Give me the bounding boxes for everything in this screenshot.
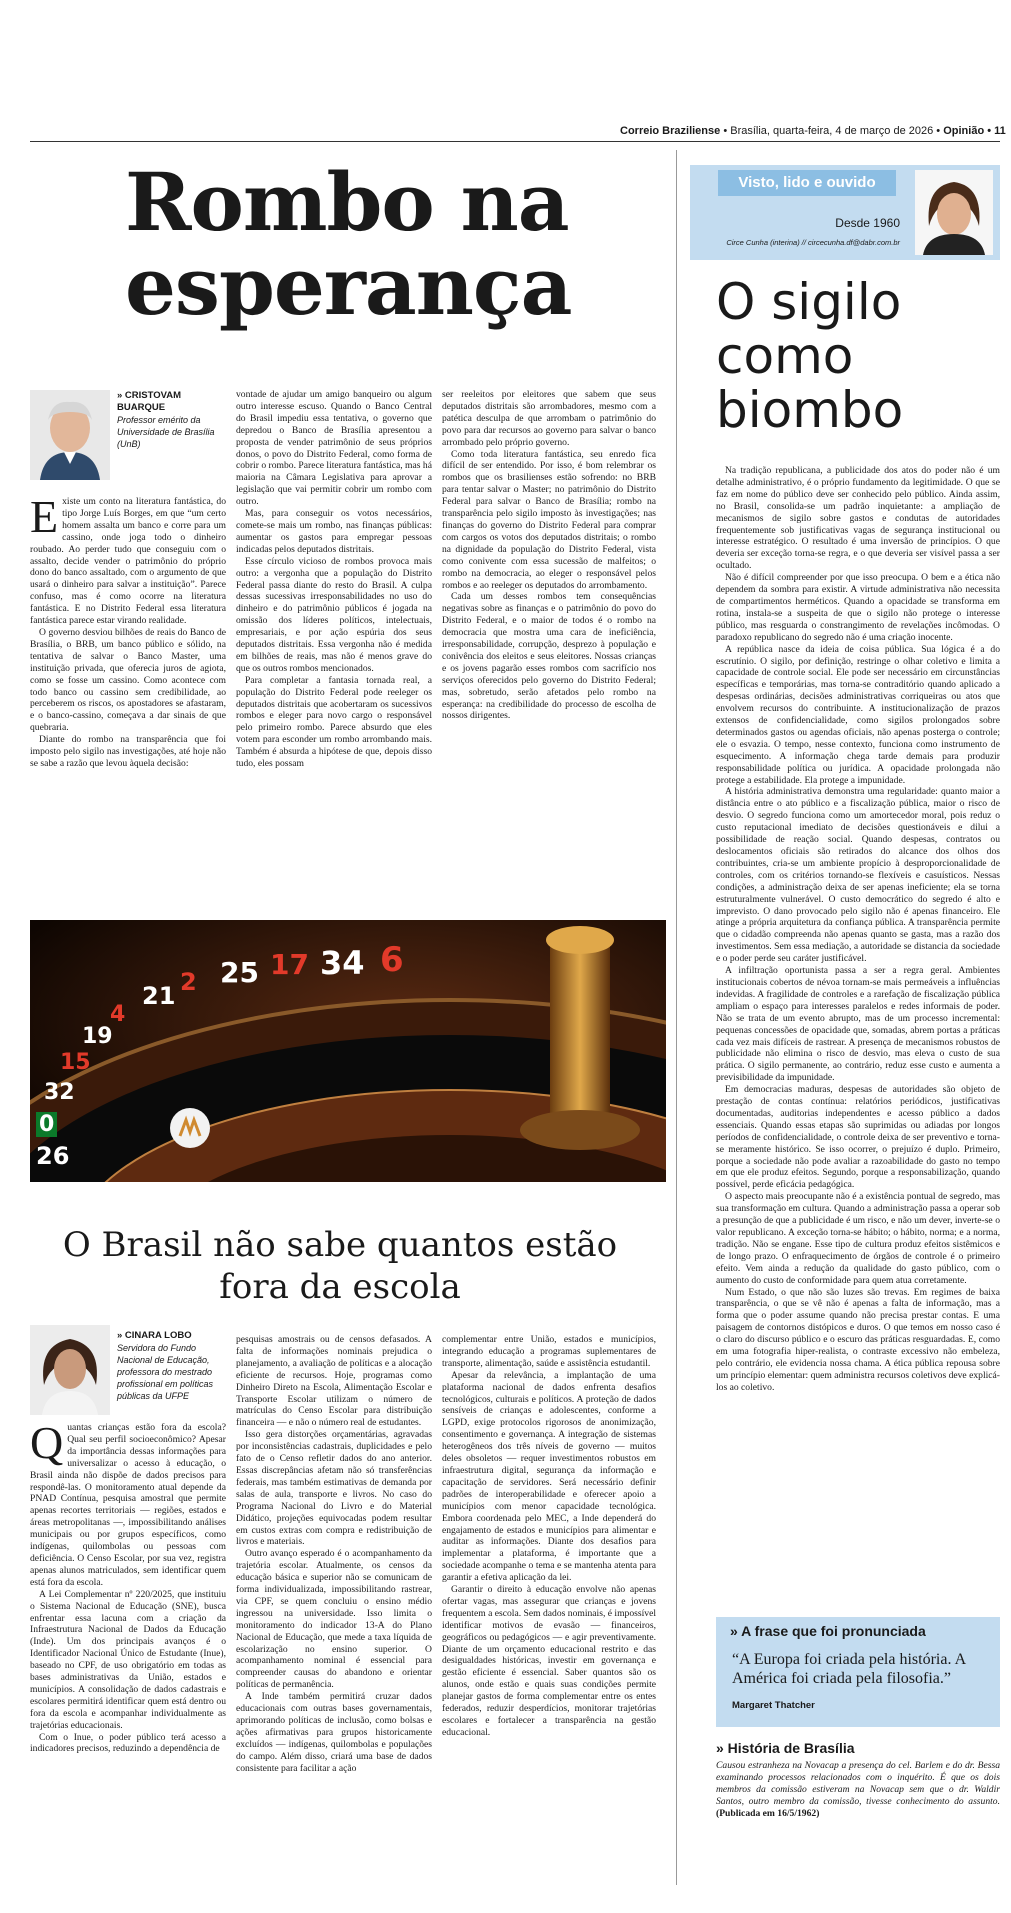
column-title-line1: O sigilo — [716, 273, 902, 331]
article2-paragraph: pesquisas amostrais ou de censos defasados. A falta de informações nominais prejudica o planejamento, a avaliação de políticas e a alocação eficiente de recursos. Hoje, programas como Dinheiro Direto na Escola, Alimentação Escolar e Transporte Escolar utilizam o número de matrículas do Censo Escolar para distribuição financeira — e não o número real de estudantes. — [236, 1334, 432, 1429]
article2-paragraph: A Inde também permitirá cruzar dados educacionais com outras bases governamentais, aprimorando políticas de inclusão, como bolsas e ações afirmativas para grupos historicamente excluídos — indígenas, quilombolas e populações do campo. Além disso, criará uma base de dados consistente para facilitar a ação — [236, 1691, 432, 1774]
page-header — [620, 125, 1006, 137]
roulette-number: 4 — [110, 1002, 126, 1027]
article1-paragraph: Diante do rombo na transparência que foi imposto pelo sigilo nas investigações, até hoje não se sabe a razão que levou àquela decisão: — [30, 734, 226, 769]
column-paragraph: Não é difícil compreender por que isso preocupa. O bem e a ética não dependem da sombra para existir. A virtude administrativa não necessita de compartimentos herméticos. Quando a opacidade se transforma em rotina, instala-se a suspeita de que o sigilo não protege o interesse público, mas resguarda o constrangimento de revelações incômodas. O paradoxo republicano do segredo não é uma criação inocente. — [716, 572, 1000, 643]
article1-paragraph: O governo desviou bilhões de reais do Banco de Brasília, o BRB, um banco público e sólido, na tentativa de salvar o Banco Master, uma instituição privada, que oferecia juros de agiota, como se fosse um cassino. Como acontece com todo banco ou cassino sem credibilidade, ao perceberem os riscos, os apostadores se afastaram, e o banco-cassino, começava a dar sinais de que quebraria. — [30, 626, 226, 734]
author-photo-cinara — [30, 1325, 110, 1415]
column-title — [716, 275, 996, 437]
article2-col1: Quantas crianças estão fora da escola? Qual seu perfil socioeconômico? Apesar da importância dessas informações para universalizar o acesso à educação, o Brasil ainda não dispõe de dados precisos para respondê-las. O monitoramento atual depende da PNAD Contínua, pesquisa amostral que permite apenas recortes territoriais — regiões, estados e áreas metropolitanas —, impossibilitando análises municipais ou por grupos específicos, como indígenas, quilombolas ou pessoas com deficiência. O Censo Escolar, por sua vez, registra apenas alunos matriculados, sem identificar quem está fora da escola. A Lei Complementar nº 220/2025, que instituiu o Sistema Nacional de Educação (SNE), busca enfrentar essa lacuna com a criação da Infraestrutura Nacional de Dados da Educação (Inde). Um dos principais avanços é o Identificador Nacional Único de Estudante (Inue), baseado no CPF, de uso obrigatório em todas as bases administrativas da União, estados e municípios. A consolidação de dados cadastrais e escolares permitirá identificar quem está dentro ou fora da escola e acompanhar individualmente as trajetórias educacionais. Com o Inue, o poder público terá acesso a indicadores precisos, reduzindo a dependência de — [30, 1422, 226, 1755]
roulette-number: 21 — [142, 982, 176, 1010]
columnist-photo — [915, 170, 993, 255]
article2-paragraph: Garantir o direito à educação envolve não apenas ofertar vagas, mas assegurar que crianças e jovens frequentem a escola. Sem dados nominais, é impossível identificar motivos de evasão — financeiros, geográficos ou pedagógicos — e agir preventivamente. Diante de um orçamento educacional restrito e das desigualdades históricas, investir em governança e gestão eficiente é essencial. Saber quantos são os alunos, onde estão e quais suas condições permite planejar gastos de forma complementar entre os entes federados, reduzir desperdícios, monitorar trajetórias escolares e fortalecer a transparência na gestão educacional. — [442, 1584, 656, 1738]
article2-col2 — [236, 1334, 432, 1872]
quote-heading: » A frase que foi pronunciada — [730, 1623, 926, 1639]
roulette-number: 0 — [36, 1112, 57, 1137]
author-portrait-icon — [30, 390, 110, 480]
header-rule — [30, 141, 1000, 142]
article1-paragraph: Para completar a fantasia tornada real, a população do Distrito Federal pode reeleger os deputados distritais que acobertaram os sucessivos rombos e eleger para novo cargo o responsável pelo primeiro rombo. Parece absurdo que eles votem para esconder um rombo arrombando mais. Também é absurda a hipótese de que, depois disso tudo, eles possam — [236, 674, 432, 770]
article1-col2 — [236, 389, 432, 906]
author-portrait-icon — [30, 1325, 110, 1415]
article1-title-line2: esperança — [125, 239, 572, 333]
article1-paragraph: ser reeleitos por eleitores que sabem que seus deputados distritais são arrombadores, mesmo com a patética desculpa de que arrombam o patrimônio do povo para dar recursos ao governo para salvar o banco arrombado pelo próprio governo. — [442, 389, 656, 448]
author-role-1: Professor emérito da Universidade de Brasília (UnB) — [117, 415, 215, 449]
column-paragraph: O aspecto mais preocupante não é a existência pontual de segredo, mas sua transformação em cultura. Quando a administração passa a operar sob a presunção de que a publicidade é um risco, e não um dever, inverte-se o valor republicano. A exceção torna-se hábito; o hábito, norma; e a norma, tradição. Não se engane. Esse tipo de cultura produz efeitos sistêmicos e de longo prazo. O enfraquecimento de órgãos de controle é o primeiro efeito. Vem ainda a redução da qualidade do gasto público, com o aumento do custo de conformidade para quem atua corretamente. — [716, 1191, 1000, 1286]
page-number: • 11 — [987, 125, 1006, 137]
roulette-number: 26 — [36, 1142, 70, 1170]
article2-paragraph: uantas crianças estão fora da escola? Qual seu perfil socioeconômico? Apesar da importância dessas informações para universalizar o acesso à educação, o Brasil ainda não dispõe de dados precisos para respondê-las. O monitoramento atual depende da PNAD Contínua, pesquisa amostral que permite apenas recortes territoriais — regiões, estados e áreas metropolitanas —, impossibilitando análises municipais ou por grupos específicos, como indígenas, quilombolas ou pessoas com deficiência. O Censo Escolar, por sua vez, registra apenas alunos matriculados, sem identificar quem está fora da escola. — [30, 1422, 226, 1588]
column-paragraph: A república nasce da ideia de coisa pública. Sua lógica é a do escrutínio. O sigilo, por definição, restringe o olhar coletivo e limita a capacidade de controle social. Ele pode ser necessário em circunstâncias específicas e temporárias, mas torna-se contraditório quando aplicado a despesas ordinárias, decisões administrativas corriqueiras ou atos que envolvem recursos do contribuinte. A institucionalização de prazos extensos de confidencialidade, como sigilos prolongados sobre determinados gastos ou agendas oficiais, não apenas posterga o controle; ele o esvazia. O tempo, nesse contexto, funciona como instrumento de esquecimento. A informação chega tarde demais para produzir responsabilidade política ou jurídica. A opacidade prolongada não protege a estabilidade. Ela protege a impunidade. — [716, 643, 1000, 786]
column-author: Circe Cunha (interina) // circecunha.df@dabr.com.br — [726, 238, 900, 247]
article1-paragraph: vontade de ajudar um amigo banqueiro ou algum outro interesse escuso. Quando o Banco Central do Brasil impediu essa tentativa, o governo que depredou o Banco de Brasília apresentou a proposta de vender patrimônio de seus próprios donos, o povo do Distrito Federal, como forma de cobrir o rombo. Parece literatura fantástica, mas há maioria na Câmara Legislativa para aprovar a legislação que vai permitir cobrir um rombo com outro. — [236, 389, 432, 508]
column-tag: Visto, lido e ouvido — [718, 170, 896, 196]
dateline: • Brasília, quarta-feira, 4 de março de 2026 • — [723, 125, 941, 137]
article1-paragraph: Esse círculo vicioso de rombos provoca mais outro: a vergonha que a população do Distrito Federal passa diante do resto do Brasil. A culpa dessas sucessivas irresponsabilidades no uso do dinheiro e do patrimônio públicos é jogada na omissão dos líderes políticos, intelectuais, empresariais, e por ação espúria dos seus deputados distritais. Essa vergonha não é medida em bilhões de reais, mas não é menos grave do que os outros rombos mencionados. — [236, 555, 432, 674]
article1-col3 — [442, 389, 656, 906]
author-role-2: Servidora do Fundo Nacional de Educação, professora do mestrado profissional em políticas públicas da UFPE — [117, 1343, 214, 1401]
roulette-number: 6 — [380, 940, 404, 980]
roulette-number: 15 — [60, 1050, 91, 1075]
article2-paragraph: Isso gera distorções orçamentárias, agravadas por inconsistências cadastrais, duplicidades e pelo fato de o Censo refletir dados do ano anterior. Essas discrepâncias afetam não só transferências federais, mas também estimativas de demanda por salas de aula, transporte e livros. No caso do Programa Nacional do Livro e do Material Didático, projeções equivocadas podem resultar em custos extras com compra e redistribuição de livros e materiais. — [236, 1429, 432, 1548]
author-name-2: » CINARA LOBO — [117, 1330, 192, 1341]
article2-col3 — [442, 1334, 656, 1872]
history-ref: (Publicada em 16/5/1962) — [716, 1808, 820, 1819]
article1-col1: Existe um conto na literatura fantástica, do tipo Jorge Luís Borges, em que “um certo homem assalta um banco e corre para um cassino, onde joga todo o dinheiro roubado. Ao perder tudo que conseguiu com o assalto, decide vender o patrimônio do próprio dono do banco assaltado, com o argumento de que usará o dinheiro para salvar a instituição”. Parece confuso, mas é como ocorre na literatura fantástica. E no Distrito Federal essa literatura fantástica parece estar virando realidade. O governo desviou bilhões de reais do Banco de Brasília, o BRB, um banco público e sólido, na tentativa de salvar o Banco Master, uma instituição privada, que oferecia juros de agiota, como se fosse um cassino. Como acontece com todo banco ou cassino sem credibilidade, ao perceberem os riscos, os apostadores se afastaram, e o banco-cassino, começava a dar sinais de que quebraria. Diante do rombo na transparência que foi imposto pelo sigilo nas investigações, até hoje não se sabe a razão que levou àquela decisão: — [30, 496, 226, 769]
roulette-illustration — [30, 920, 666, 1182]
column-separator — [676, 150, 677, 1885]
column-since: Desde 1960 — [835, 216, 900, 230]
author-name-1: » CRISTOVAM BUARQUE — [117, 390, 182, 413]
column-paragraph: Num Estado, o que não são luzes são trevas. Em regimes de baixa transparência, o que se vê não é apenas a falta de informação, mas a forma que o poder assume quando não precisa prestar contas. E uma paisagem de contornos distópicos e duros. O que temos em nosso caso é o claro do discurso público e o escuro das práticas resguardadas. E, como em uma fotografia hiper-realista, o contraste excessivo não embeleza, pelo contrário, ele evidencia nossa chama. A ética pública repousa sobre um princípio elementar: quem administra recursos coletivos deve explicá-los ao coletivo. — [716, 1286, 1000, 1393]
column-paragraph: A infiltração oportunista passa a ser a regra geral. Ambientes institucionais cobertos de névoa tornam-se mais permeáveis a influências indevidas. A fragilidade de controles e a rarefação de fiscalização pública ampliam o espaço para interesses paralelos e redes informais de poder. Não se trata de um evento abrupto, mas de um processo incremental: pequenas concessões de opacidade que, somadas, abrem portas a práticas cada vez mais difíceis de rastrear. A presença de mecanismos robustos de publicidade não elimina o risco de desvio, mas eleva o custo de sua prática. O sigilo permanente, ao contrário, reduz esse custo e aumenta a previsibilidade da impunidade. — [716, 965, 1000, 1084]
column-title-line3: biombo — [716, 381, 904, 439]
section-name: Opinião — [943, 125, 985, 137]
columnist-portrait-icon — [915, 170, 993, 255]
history-heading: » História de Brasília — [716, 1740, 855, 1756]
article2-paragraph: complementar entre União, estados e municípios, integrando educação a programas suplementares de transporte, alimentação, saúde e assistência estudantil. — [442, 1334, 656, 1369]
author-photo-cristovam — [30, 390, 110, 480]
roulette-number: 19 — [82, 1024, 113, 1049]
author-byline-1 — [117, 390, 227, 450]
history-text — [716, 1760, 1000, 1820]
article1-paragraph: Como toda literatura fantástica, seu enredo fica difícil de ser entendido. Por isso, é bom relembrar os rombos que os brasilienses estão sofrendo: no BRB para tentar salvar o Master; no patrimônio do Distrito Federal para salvar o Banco de Brasília; rombo na transparência pelo sigilo imposto às investigações; nas finanças do governo do Distrito Federal para comprar com cargos os votos dos deputados distritais; o rombo na dignidade da população do Distrito Federal, vista como conivente com essa sucessão de malfeitos; o rombo na democracia, ao eleger o responsável pelos rombos e ao reeleger os deputados do arrombamento. — [442, 448, 656, 591]
roulette-number: 2 — [180, 968, 197, 996]
article1-paragraph: Cada um desses rombos tem consequências negativas sobre as finanças e o patrimônio do povo do Distrito Federal, e o maior de todos é o rombo na democracia que mostra uma cara de ineficiência, irresponsabilidade, corrupção, desprezo à população e conivência dos eleitos e seus eleitores. Nossas crianças e os jovens pagarão esses rombos com sacrifício nos serviços oferecidos pelo governo do Distrito Federal; mas, sobretudo, serão afetados pelo rombo na esperança: na credibilidade do processo de escolha de nossos dirigentes. — [442, 591, 656, 722]
column-paragraph: Em democracias maduras, despesas de autoridades são objeto de prestação de contas contínua: relatórios periódicos, justificativas documentadas, auditorias independentes e acesso público a dados essenciais. Quando essas etapas são suprimidas ou adiadas por longos períodos de confidencialidade, o controle deixa de ser preventivo e torna-se meramente histórico. Se isso ocorrer, o prejuízo é duplo. Primeiro, porque a sociedade não pode avaliar a razoabilidade do gasto no tempo em que ele produz efeitos. Segundo, porque a responsabilização, quando possível, perde eficácia pedagógica. — [716, 1084, 1000, 1191]
paper-name: Correio Braziliense — [620, 125, 721, 137]
article2-paragraph: Outro avanço esperado é o acompanhamento da trajetória escolar. Atualmente, os censos da educação básica e superior não se comunicam de forma individualizada, impossibilitando rastrear, via CPF, se quem concluiu o ensino médio ingressou na universidade. Isso limita o monitoramento do indicador 13-A do Plano Nacional de Educação, que mede a taxa líquida de escolarização no ensino superior. O acompanhamento nominal é essencial para compreender causas do abandono e orientar políticas de permanência. — [236, 1548, 432, 1691]
article2-paragraph: Apesar da relevância, a implantação de uma plataforma nacional de dados enfrenta desafios tecnológicos, culturais e políticos. A proteção de dados sensíveis de crianças e adolescentes, conforme a LGPD, exige protocolos rigorosos de anonimização, consentimento e governança. A integração de sistemas heterogêneos dos três níveis de governo — muitos deles obsoletos — requer investimentos robustos em infraestrutura digital, segurança da informação e capacitação de servidores. Será necessário definir padrões de interoperabilidade e oferecer apoio a municípios com menor capacidade tecnológica. Embora coordenada pelo MEC, a Inde dependerá do engajamento de estados e municípios para alimentar e auditar as informações. Diante dos desafios para implementar a plataforma, é importante que a sociedade acompanhe o tema e se mantenha atenta para garantir a efetiva aplicação da lei. — [442, 1369, 656, 1584]
article1-paragraph: xiste um conto na literatura fantástica, do tipo Jorge Luís Borges, em que “um certo homem assalta um banco e corre para um cassino, onde joga todo o dinheiro roubado. Ao perder tudo que conseguiu com o assalto, decide vender o patrimônio do próprio dono do banco assaltado, com o argumento de que usará o dinheiro para salvar a instituição”. Parece confuso, mas é como ocorre na literatura fantástica. E no Distrito Federal essa literatura fantástica parece estar virando realidade. — [30, 496, 226, 627]
quote-author: Margaret Thatcher — [732, 1700, 815, 1711]
article2-paragraph: A Lei Complementar nº 220/2025, que instituiu o Sistema Nacional de Educação (SNE), busca enfrentar essa lacuna com a criação da Infraestrutura Nacional de Dados da Educação (Inde). Um dos principais avanços é o Identificador Nacional Único de Estudante (Inue), baseado no CPF, de uso obrigatório em todas as bases administrativas da União, estados e municípios. A consolidação de dados cadastrais e escolares permitirá identificar quem está dentro ou fora da escola e acompanhar individualmente as trajetórias educacionais. — [30, 1588, 226, 1731]
quote-text: “A Europa foi criada pela história. A América foi criada pela filosofia.” — [732, 1651, 966, 1687]
article2-title: O Brasil não sabe quantos estão fora da escola — [62, 1225, 618, 1307]
history-body: Causou estranheza na Novacap a presença do cel. Barlem e do dr. Bessa examinando processos relacionados com o inquérito. É que os dois membros da comissão estiveram na Novacap sem que o dr. Waldir Santos, outro membro da comissão, tivesse conhecimento do assunto. — [716, 1760, 1000, 1807]
column-body — [716, 465, 1000, 1605]
column-paragraph: Na tradição republicana, a publicidade dos atos do poder não é um detalhe administrativo, é o próprio fundamento da legitimidade. O que se faz em nome do público deve ser conhecido pelo público. Ainda assim, no Brasil, consolida-se um padrão inquietante: a ampliação de mecanismos de sigilo sobre gastos e condutas de autoridades frequentemente sob justificativas vagas de segurança institucional ou interesse estratégico. O resultado é uma inversão de princípios. O que deveria ser exceção torna-se regra, e o que deveria ser visível passa a ser ocultado. — [716, 465, 1000, 572]
author-byline-2 — [117, 1330, 227, 1402]
article1-title-line1: Rombo na — [125, 155, 569, 249]
roulette-number: 25 — [220, 956, 259, 989]
article2-paragraph: Com o Inue, o poder público terá acesso a indicadores precisos, reduzindo a dependência de — [30, 1731, 226, 1755]
column-paragraph: A história administrativa demonstra uma regularidade: quanto maior a distância entre o ato público e a fiscalização pública, maior o risco de desvio. O segredo funciona como um amortecedor moral, pois reduz o custo reputacional imediato de decisões questionáveis e dilui a possibilidade de reação social. Quando despesas, contratos ou deslocamentos oficiais são retirados do alcance dos olhos dos contribuintes, cria-se um ambiente propício à desproporcionalidade de controles, com os critérios tornando-se flexíveis e casuísticos. Nessas condições, a administração deixa de ser apenas ineficiente; ela se torna estruturalmente vulnerável. O custo democrático do segredo é alto e imprevisto. O dano provocado pelo sigilo não é apenas financeiro. Ele atinge a própria arquitetura da confiança pública. A transparência permite que o cidadão compreenda não apenas quanto se gasta, mas a razão dos investimentos. Sem essa mediação, a autoridade se distancia da sociedade e o poder perde seu caráter justificável. — [716, 786, 1000, 965]
column-title-line2: como — [716, 327, 854, 385]
roulette-number: 34 — [320, 944, 365, 982]
article1-title — [125, 155, 575, 333]
roulette-number: 32 — [44, 1080, 75, 1105]
roulette-number: 17 — [270, 948, 309, 981]
article1-paragraph: Mas, para conseguir os votos necessários, comete-se mais um rombo, nas finanças públicas: aumentar os gastos para empregar pessoas indicadas pelos deputados distritais. — [236, 508, 432, 555]
